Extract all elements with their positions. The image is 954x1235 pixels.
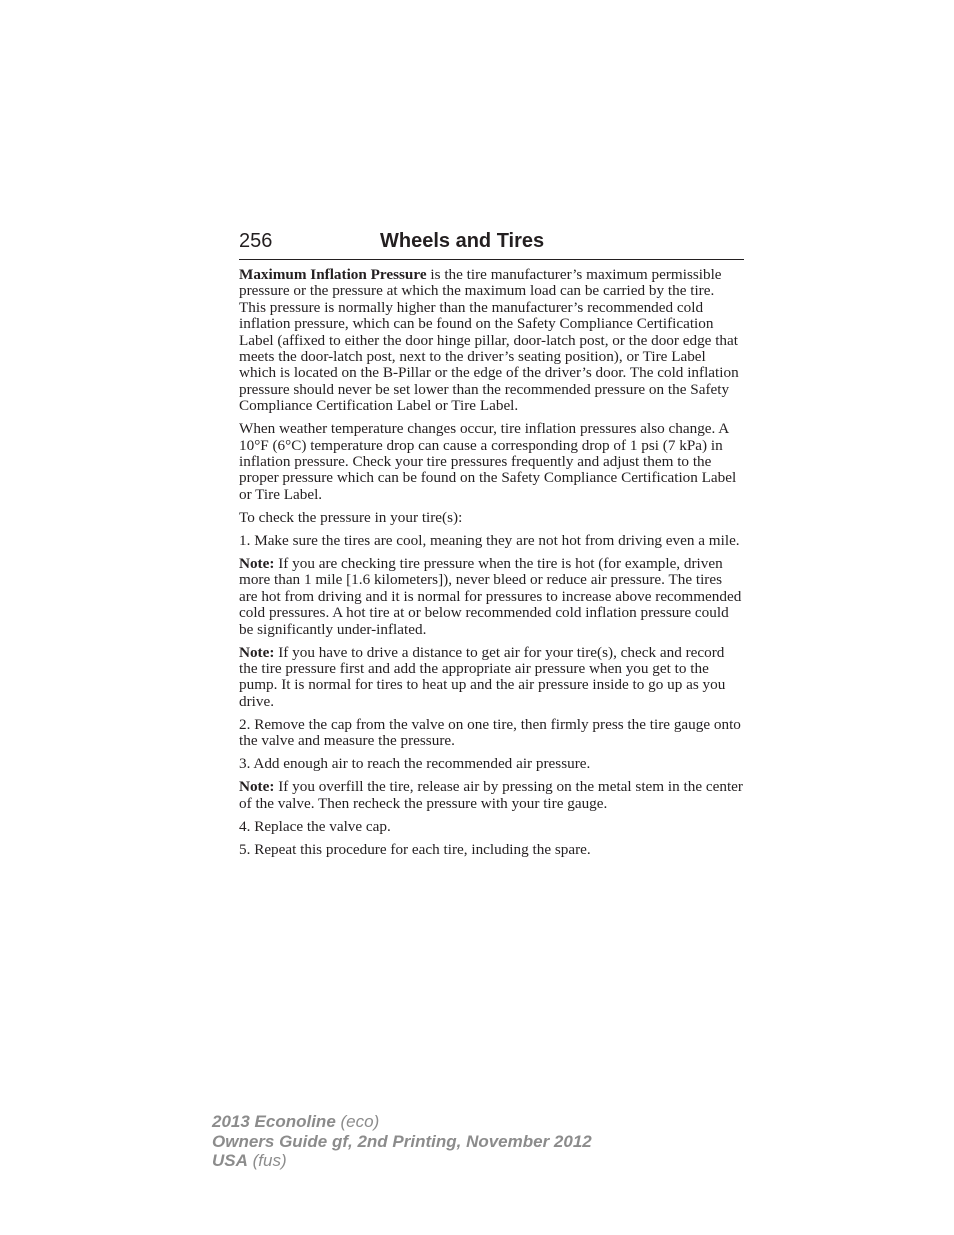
step-1 [239,533,744,549]
paragraph-lead: Maximum Inflation Pressure [239,266,427,283]
page-number: 256 [239,230,273,252]
paragraph-text: is the tire manufacturer’s maximum permissible pressure or the pressure at which the maximum load can be carried by the tire. This pressure is normally higher than the manufacturer’s recommended cold inflation pressure, which can be found on the Safety Compliance Certification Label (affixed to either the door hinge pillar, door-latch post, or the door edge that meets the door-latch post, next to the driver’s seating position), or Tire Label which is located on the B-Pillar or the edge of the driver’s door. The cold inflation pressure should never be set lower than the recommended pressure on the Safety Compliance Certification Label or Tire Label. [239,266,739,415]
footer-region: USA [212,1151,248,1170]
paragraph-text: If you are checking tire pressure when the tire is hot (for example, driven more than 1 mile [1.6 kilometers]), never bleed or reduce air pressure. The tires are hot from driving and it is normal for pressures to increase above recommended cold pressures. A hot tire at or below recommended cold inflation pressure could be significantly under-inflated. [239,554,742,638]
step-3 [239,756,744,772]
paragraph-text: If you overfill the tire, release air by pressing on the metal stem in the center of the valve. Then recheck the pressure with your tire gauge. [239,778,743,812]
footer-model-line [212,1112,592,1132]
paragraph-temperature [239,421,744,503]
note-drive-distance [239,645,744,711]
note-label: Note: [239,554,275,572]
footer-printing-line: Owners Guide gf, 2nd Printing, November 2012 [212,1131,592,1151]
body-text [239,267,744,865]
footer-region-line [212,1151,592,1171]
step-5 [239,842,744,858]
step-2 [239,717,744,750]
page-header [239,229,744,260]
footer-model-code: (eco) [335,1112,380,1131]
paragraph-text: 5. Repeat this procedure for each tire, including the spare. [239,840,591,858]
paragraph-text: 4. Replace the valve cap. [239,817,391,835]
paragraph-text: When weather temperature changes occur, tire inflation pressures also change. A 10°F (6°C) temperature drop can cause a corresponding drop of 1 psi (7 kPa) in inflation pressure. Check your tire pressures frequently and adjust them to the proper pressure which can be found on the Safety Compliance Certification Label or Tire Label. [239,420,737,503]
step-4 [239,819,744,835]
paragraph-intro-steps [239,510,744,526]
footer-region-code: (fus) [247,1151,287,1170]
note-label: Note: [239,778,275,796]
paragraph-text: To check the pressure in your tire(s): [239,508,463,526]
paragraph-text: If you have to drive a distance to get air for your tire(s), check and record the tire pressure first and add the appropriate air pressure when you get to the pump. It is normal for tires to heat up and the air pressure inside to go up as you drive. [239,643,726,710]
note-hot-tire [239,556,744,638]
paragraph-text: 1. Make sure the tires are cool, meaning they are not hot from driving even a mile. [239,531,740,549]
paragraph-max-inflation [239,267,744,415]
footer-model: 2013 Econoline [212,1112,336,1131]
paragraph-text: 2. Remove the cap from the valve on one tire, then firmly press the tire gauge onto the valve and measure the pressure. [239,715,741,750]
note-overfill [239,779,744,812]
paragraph-text: 3. Add enough air to reach the recommended air pressure. [239,755,591,773]
section-title: Wheels and Tires [380,230,545,252]
page-footer [212,1112,592,1171]
note-label: Note: [239,643,275,661]
